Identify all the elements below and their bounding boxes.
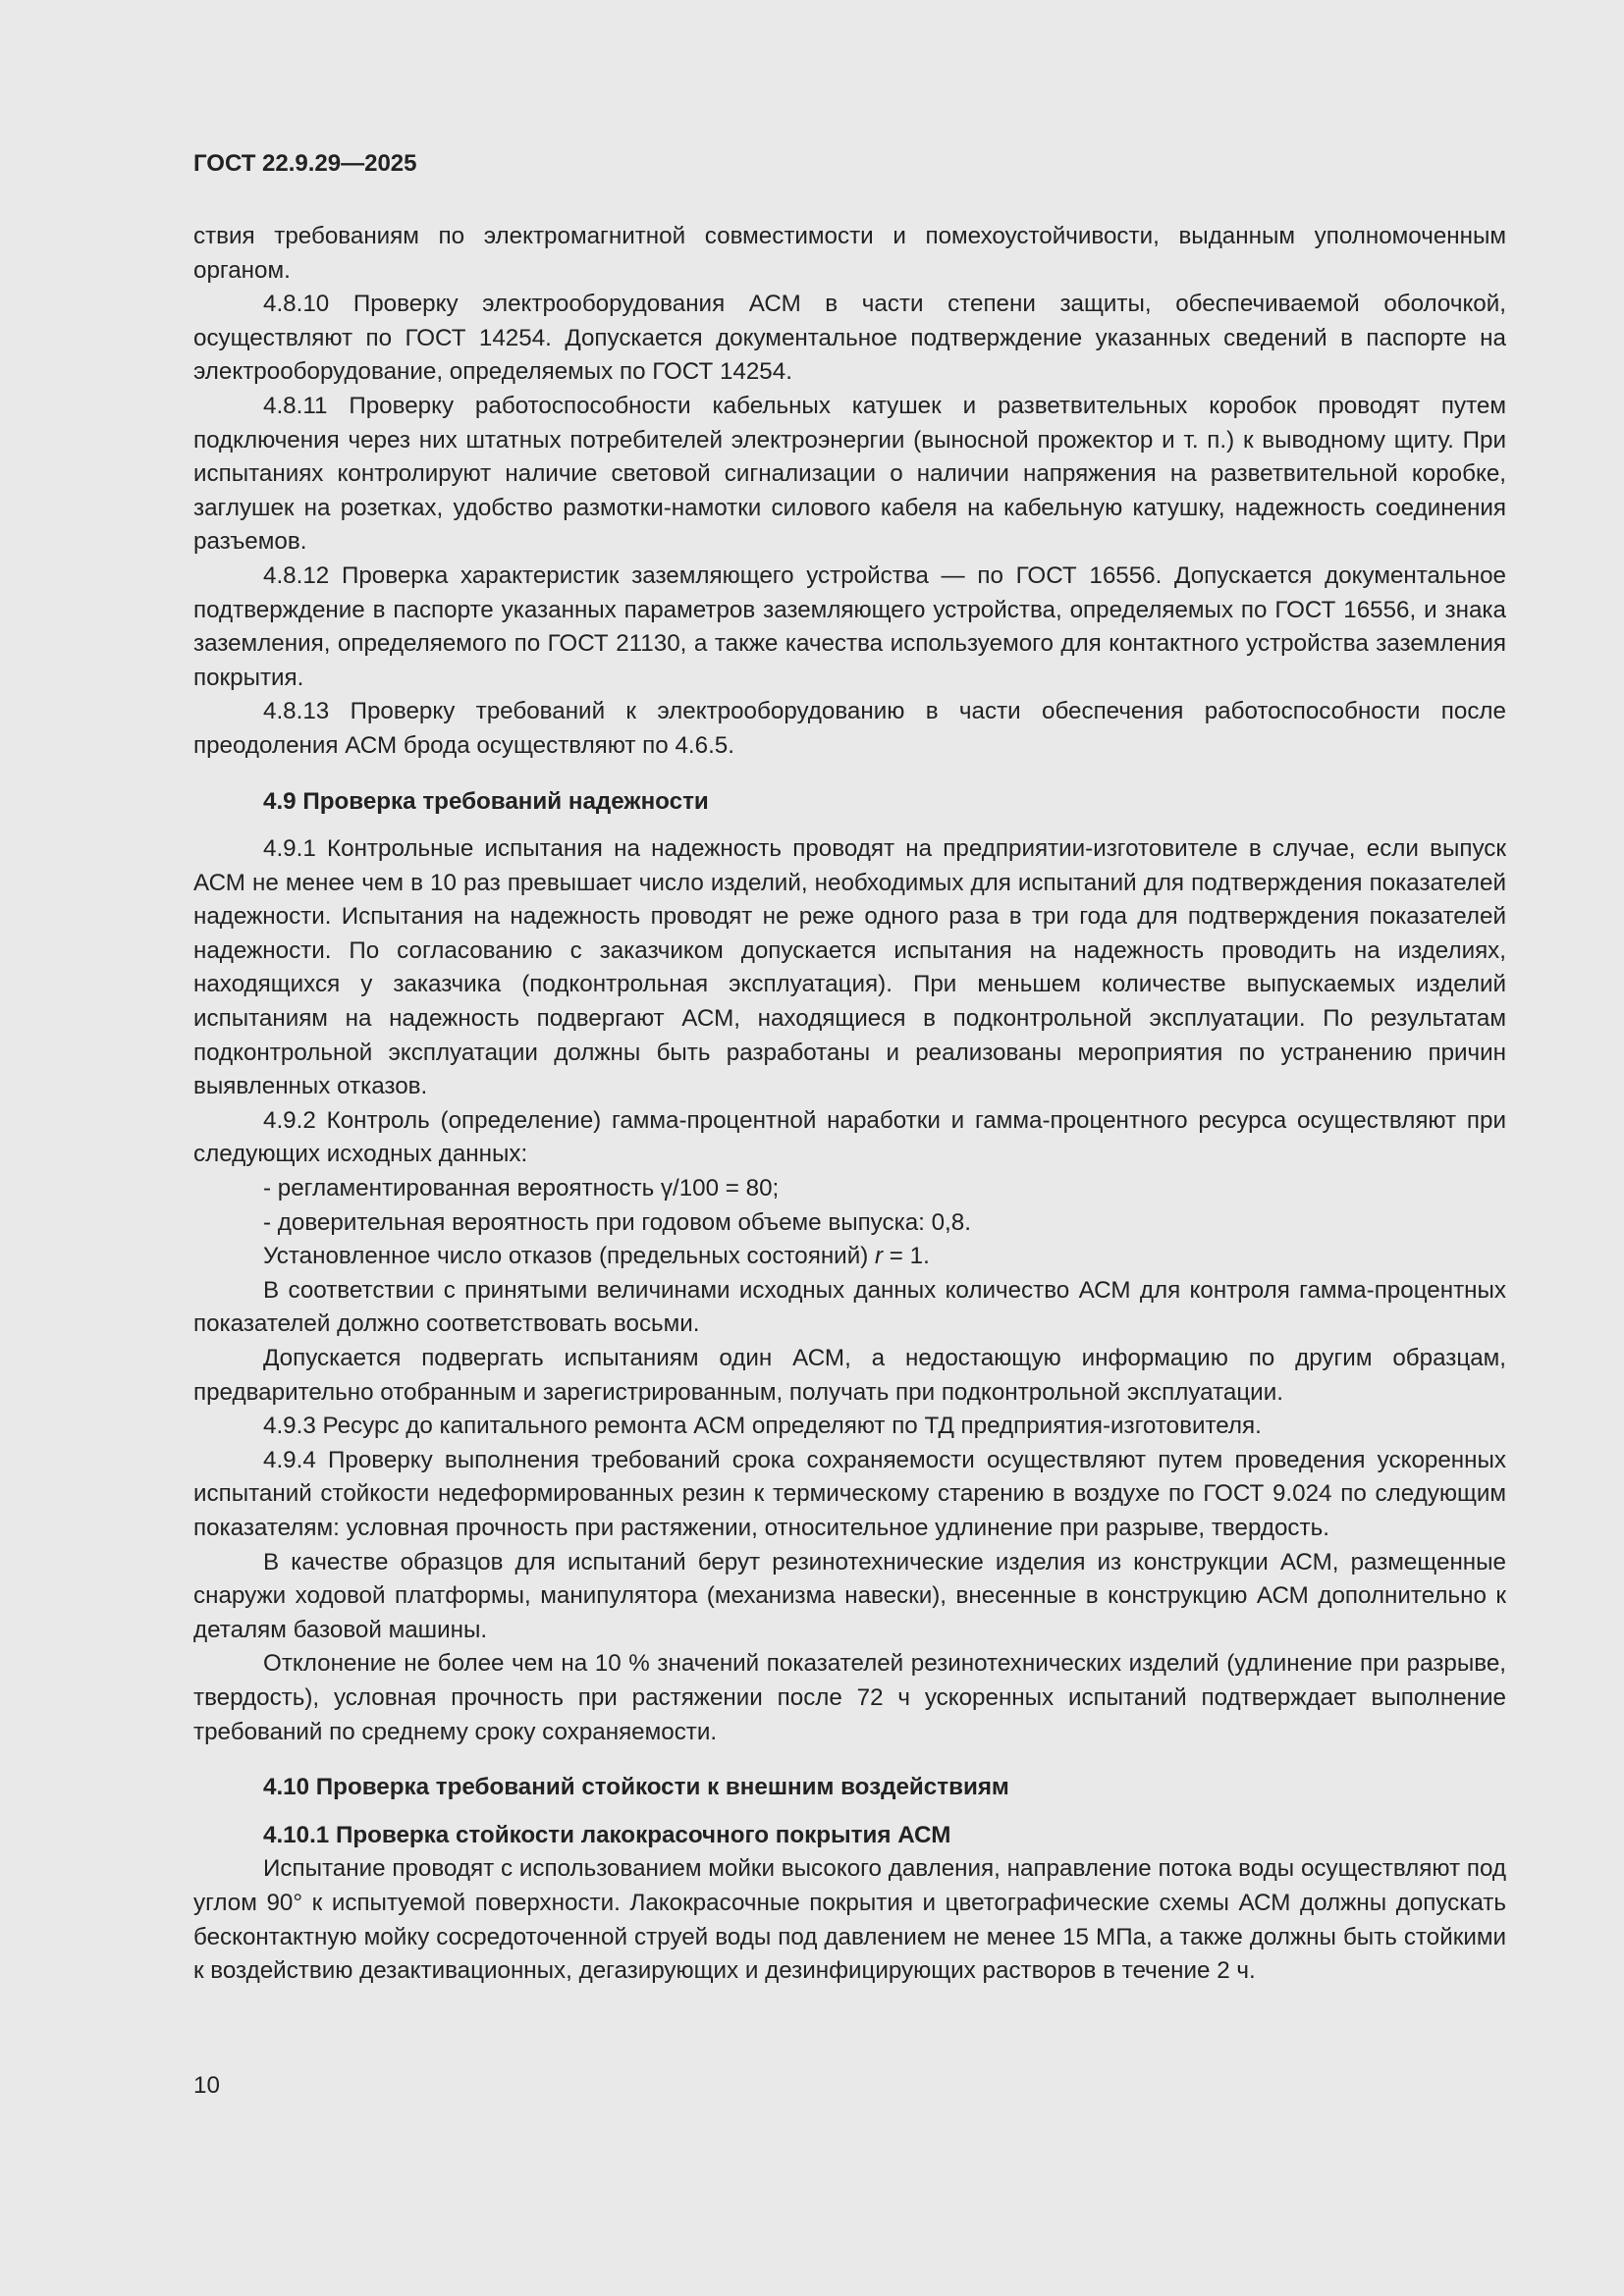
document-code-header: ГОСТ 22.9.29—2025 <box>193 150 417 177</box>
paragraph: В качестве образцов для испытаний берут резинотехнические изделия из конструкции АСМ, размещенные снаружи ходовой платформы, манипулятора (механизма навески), внесенные в конструкцию АСМ дополнительно к деталям базовой машины. <box>193 1548 1506 1643</box>
paragraph: В соответствии с принятыми величинами исходных данных количество АСМ для контроля гамма-процентных показателей должно соответствовать восьми. <box>193 1276 1506 1338</box>
failures-text: Установленное число отказов (предельных состояний) <box>263 1243 875 1270</box>
list-item-probability: - регламентированная вероятность γ/100 = 80; <box>263 1175 780 1202</box>
paragraph-4-8-12: 4.8.12 Проверка характеристик заземляющего устройства — по ГОСТ 16556. Допускается документальное подтверждение в паспорте указанных параметров заземляющего устройства, определяемых по ГОСТ 16556, и знака заземления, определяемого по ГОСТ 21130, а также качества используемого для контактного устройства заземления покрытия. <box>193 561 1506 691</box>
paragraph-4-8-13: 4.8.13 Проверку требований к электрооборудованию в части обеспечения работоспособности после преодоления АСМ брода осуществляют по 4.6.5. <box>193 698 1506 759</box>
paragraph-failures-count <box>193 1240 1506 1274</box>
paragraph-4-8-10: 4.8.10 Проверку электрооборудования АСМ в части степени защиты, обеспечиваемой оболочкой, осуществляют по ГОСТ 14254. Допускается документальное подтверждение указанных сведений в паспорте на электрооборудование, определяемых по ГОСТ 14254. <box>193 291 1506 386</box>
section-heading-4-9: 4.9 Проверка требований надежности <box>263 787 709 815</box>
paragraph-4-8-11: 4.8.11 Проверку работоспособности кабельных катушек и разветвительных коробок проводят путем подключения через них штатных потребителей электроэнергии (выносной прожектор и т. п.) к выводному щиту. При испытаниях контролируют наличие световой сигнализации о наличии напряжения на разветвительной коробке, заглушек на розетках, удобство размотки-намотки силового кабеля на кабельную катушку, надежность соединения разъемов. <box>193 392 1506 556</box>
paragraph: ствия требованиям по электромагнитной совместимости и помехоустойчивости, выданным уполномоченным органом. <box>193 223 1506 284</box>
paragraph: Допускается подвергать испытаниям один АСМ, а недостающую информацию по другим образцам, предварительно отобранным и зарегистрированным, получать при подконтрольной эксплуатации. <box>193 1345 1506 1406</box>
page-number: 10 <box>193 2072 220 2099</box>
paragraph-4-9-4: 4.9.4 Проверку выполнения требований срока сохраняемости осуществляют путем проведения ускоренных испытаний стойкости недеформированных резин к термическому старению в воздухе по ГОСТ 9.024 по следующим показателям: условная прочность при растяжении, относительное удлинение при разрыве, твердость. <box>193 1446 1506 1541</box>
failures-variable: r <box>874 1243 884 1270</box>
paragraph: Отклонение не более чем на 10 % значений показателей резинотехнических изделий (удлинение при разрыве, твердость), условная прочность при растяжении после 72 ч ускоренных испытаний подтверждает выполнение требований по среднему сроку сохраняемости. <box>193 1650 1506 1745</box>
page-body <box>193 220 1506 1989</box>
list-item-confidence: - доверительная вероятность при годовом объеме выпуска: 0,8. <box>263 1208 971 1236</box>
failures-value: = 1. <box>883 1243 930 1270</box>
paragraph-4-9-1: 4.9.1 Контрольные испытания на надежность проводят на предприятии-изготовителе в случае, если выпуск АСМ не менее чем в 10 раз превышает число изделий, необходимых для испытаний для подтверждения показателей надежности. Испытания на надежность проводят не реже одного раза в три года для подтверждения показателей надежности. По согласованию с заказчиком допускается испытания на надежность проводить на изделиях, находящихся у заказчика (подконтрольная эксплуатация). При меньшем количестве выпускаемых изделий испытаниям на надежность подвергают АСМ, находящиеся в подконтрольной эксплуатации. По результатам подконтрольной эксплуатации должны быть разработаны и реализованы мероприятия по устранению причин выявленных отказов. <box>193 835 1506 1100</box>
section-heading-4-10: 4.10 Проверка требований стойкости к внешним воздействиям <box>263 1774 1009 1801</box>
paragraph-4-9-2: 4.9.2 Контроль (определение) гамма-процентной наработки и гамма-процентного ресурса осуществляют при следующих исходных данных: <box>193 1106 1506 1168</box>
subsection-heading-4-10-1: 4.10.1 Проверка стойкости лакокрасочного покрытия АСМ <box>263 1821 951 1848</box>
paragraph-4-9-3: 4.9.3 Ресурс до капитального ремонта АСМ определяют по ТД предприятия-изготовителя. <box>263 1413 1262 1440</box>
paragraph: Испытание проводят с использованием мойки высокого давления, направление потока воды осуществляют под углом 90° к испытуемой поверхности. Лакокрасочные покрытия и цветографические схемы АСМ должны допускать бесконтактную мойку сосредоточенной струей воды под давлением не менее 15 МПа, а также должны быть стойкими к воздействию дезактивационных, дегазирующих и дезинфицирующих растворов в течение 2 ч. <box>193 1855 1506 1985</box>
